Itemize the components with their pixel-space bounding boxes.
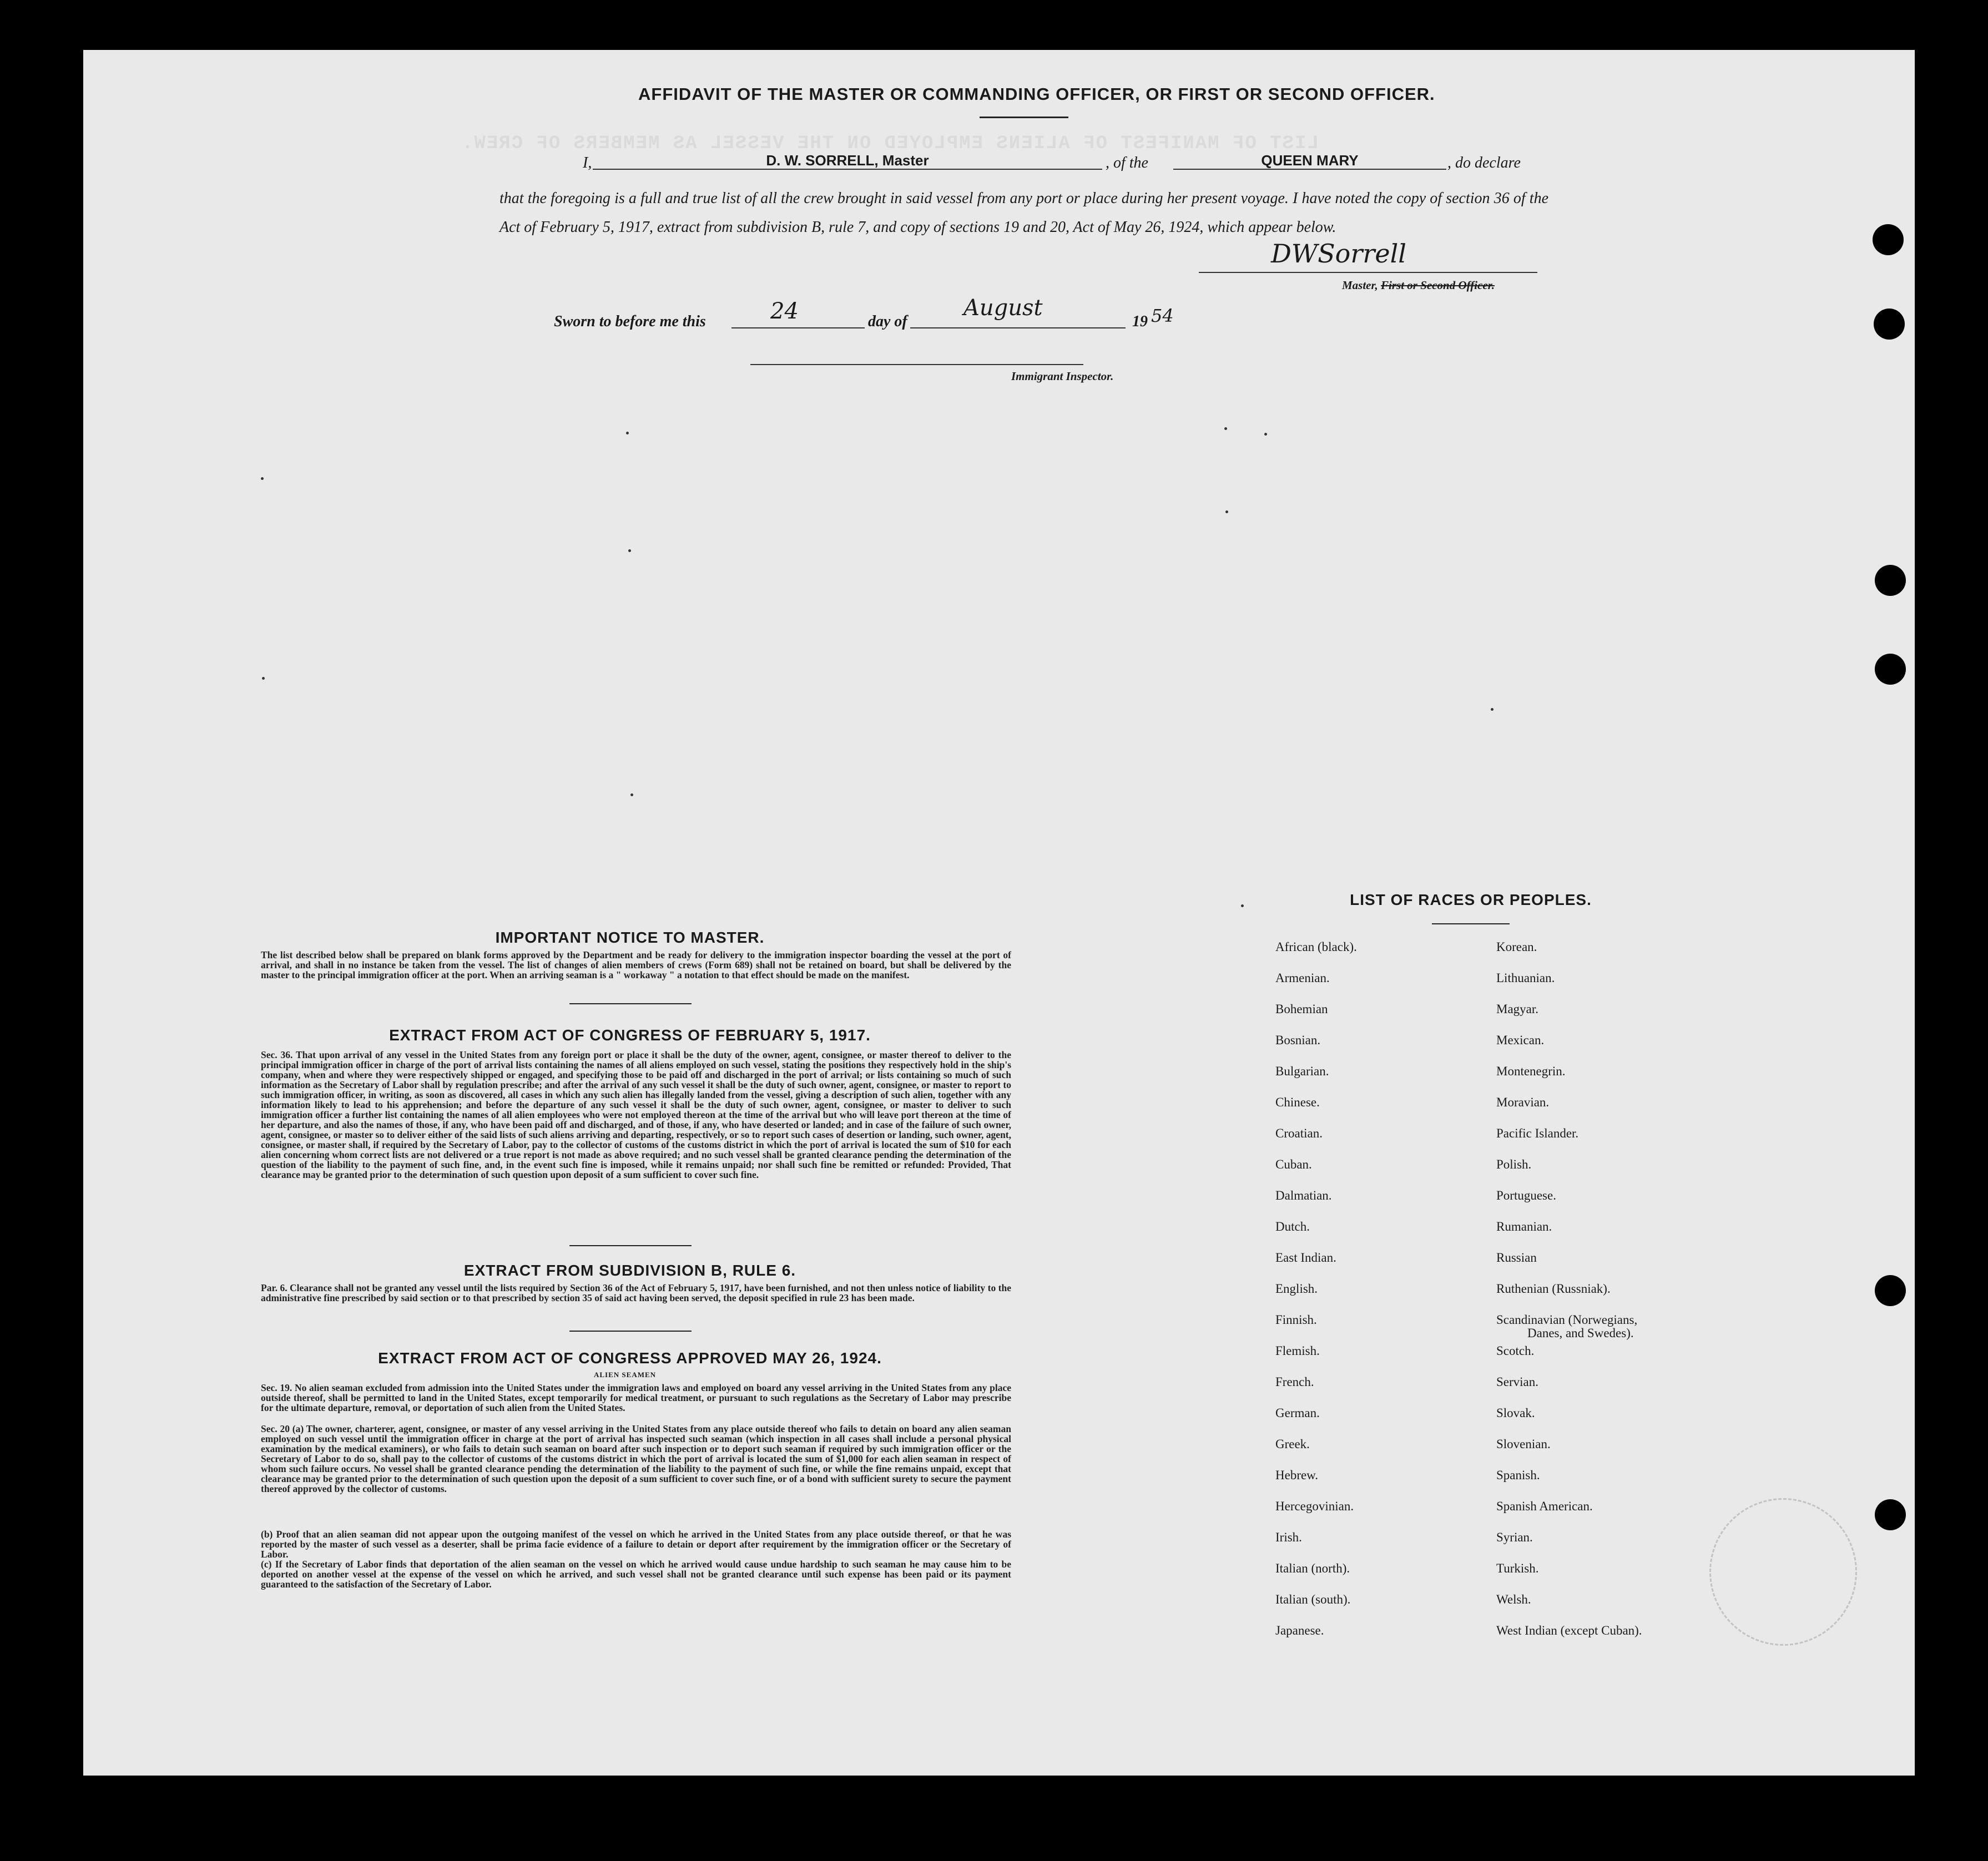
race-item: Cuban. bbox=[1275, 1157, 1312, 1171]
race-item: Russian bbox=[1496, 1251, 1537, 1265]
race-item: Dalmatian. bbox=[1275, 1189, 1332, 1202]
race-item: African (black). bbox=[1275, 940, 1357, 954]
race-item-continued: Danes, and Swedes). bbox=[1527, 1326, 1634, 1340]
sec-19-text: Sec. 19. No alien seaman excluded from admission into the United States under the immigration laws and employed on board any vessel arriving in the United States from any place outside thereof, shall be permitted to land in the United States, except temporarily for medical treatment, or pursuant to such regulations as the Secretary of Labor may prescribe for the ultimate departure, removal, or deportation of such alien from the United States. bbox=[261, 1382, 1011, 1413]
race-item: Chinese. bbox=[1275, 1095, 1320, 1109]
race-item: Polish. bbox=[1496, 1157, 1532, 1171]
speck bbox=[1225, 510, 1228, 513]
race-item: Greek. bbox=[1275, 1437, 1310, 1451]
signer-title-master: Master, bbox=[1342, 279, 1378, 292]
sworn-month: August bbox=[963, 295, 1043, 321]
race-item: Montenegrin. bbox=[1496, 1064, 1566, 1078]
race-item: Croatian. bbox=[1275, 1126, 1323, 1140]
extract-1917-text: Sec. 36. That upon arrival of any vessel in the United States from any foreign port or place it shall be the duty of the owner, agent, consignee, or master thereof to deliver to the principal immigration officer in charge of the port of arrival lists containing the names of all aliens employed on such vessel, stating the positions they respectively hold in the ship's company, when and where they were respectively shipped or engaged, and specifying those to be paid off and discharged in the port of arrival; or lists containing so much of such information as the Secretary of Labor shall by regulation prescribe; and after the arrival of any such vessel it shall be the duty of such owner, agent, consignee, or master to report to such immigration officer, in writing, as soon as discovered, all cases in which any such alien has illegally landed from the vessel, giving a description of such alien, together with any information likely to lead to his apprehension; and before the departure of any such vessel it shall be the duty of such owner, agent, consignee, or master to deliver to such immigration officer a further list containing the names of all alien employees who were not employed thereon at the time of the arrival but who will leave port thereon at the time of her departure, and also the names of those, if any, who have been paid off and discharged, and of those, if any, who have deserted or landed; and in case of the failure of such owner, agent, consignee, or master so to deliver either of the said lists of such aliens arriving and departing, respectively, or so to report such cases of desertion or landing, such owner, agent, consignee, or master shall, if required by the Secretary of Labor, pay to the collector of customs of the customs district in which the port of arrival is located the sum of $10 for each alien concerning whom correct lists are not delivered or a true report is not made as above required; and no such vessel shall be granted clearance pending the determination of the question of the liability to the payment of such fine, and, in the event such fine is imposed, while it remains unpaid; nor shall such fine be remitted or refunded: Provided, That clearance may be granted prior to the determination of such question upon deposit of a sum sufficient to cover such fine. bbox=[261, 1049, 1011, 1180]
race-item: German. bbox=[1275, 1406, 1320, 1420]
divider bbox=[569, 1003, 692, 1004]
speck bbox=[1241, 904, 1244, 907]
race-item: Spanish American. bbox=[1496, 1499, 1593, 1513]
signer-title-struck: First or Second Officer. bbox=[1381, 279, 1495, 292]
race-item: Scotch. bbox=[1496, 1344, 1535, 1358]
race-item: Servian. bbox=[1496, 1375, 1539, 1389]
sec-20c-text: (c) If the Secretary of Labor finds that deportation of the alien seaman on the vessel on which he arrived would cause undue hardship to such seaman he may cause him to be deported on another vessel at the expense of the vessel on which he arrived, and such vessel shall not be granted clearance until such expense has been paid or its payment guaranteed to the satisfaction of the Secretary of Labor. bbox=[261, 1559, 1011, 1590]
race-item: Portuguese. bbox=[1496, 1189, 1556, 1202]
race-item: Irish. bbox=[1275, 1530, 1302, 1544]
race-item: Moravian. bbox=[1496, 1095, 1550, 1109]
race-item: Magyar. bbox=[1496, 1002, 1539, 1016]
signature: DWSorrell bbox=[1271, 239, 1406, 269]
affidavit-title: AFFIDAVIT OF THE MASTER OR COMMANDING OFFICER, OR FIRST OR SECOND OFFICER. bbox=[638, 84, 1435, 104]
of-the-label: , of the bbox=[1106, 154, 1148, 171]
year-suffix: 54 bbox=[1151, 305, 1174, 326]
speck bbox=[261, 477, 264, 480]
extract-1924-title: EXTRACT FROM ACT OF CONGRESS APPROVED MAY 26, 1924. bbox=[378, 1349, 882, 1367]
speck bbox=[630, 793, 633, 796]
race-item: Spanish. bbox=[1496, 1468, 1540, 1482]
sec-20b-text: (b) Proof that an alien seaman did not appear upon the outgoing manifest of the vessel on which he arrived in the United States from any place outside thereof, or that he was reported by the master of such vessel as a deserter, shall be prima facie evidence of a failure to detain or deport after requirement by the immigration officer or the Secretary of Labor. bbox=[261, 1529, 1011, 1560]
race-item: Armenian. bbox=[1275, 971, 1330, 985]
race-item: Slovak. bbox=[1496, 1406, 1535, 1420]
punch-hole bbox=[1875, 1499, 1906, 1530]
race-item: Syrian. bbox=[1496, 1530, 1533, 1544]
punch-hole bbox=[1873, 224, 1904, 255]
race-item: Welsh. bbox=[1496, 1592, 1531, 1606]
speck bbox=[262, 677, 265, 680]
race-item: Bulgarian. bbox=[1275, 1064, 1329, 1078]
race-item: Japanese. bbox=[1275, 1624, 1324, 1637]
race-item: Hercegovinian. bbox=[1275, 1499, 1354, 1513]
race-item: East Indian. bbox=[1275, 1251, 1336, 1265]
notice-title: IMPORTANT NOTICE TO MASTER. bbox=[495, 929, 765, 946]
speck bbox=[626, 432, 629, 434]
inspector-label: Immigrant Inspector. bbox=[1011, 370, 1114, 383]
race-item: Lithuanian. bbox=[1496, 971, 1555, 985]
declare-label: , do declare bbox=[1447, 154, 1521, 171]
sworn-label: Sworn to before me this bbox=[554, 313, 706, 330]
speck bbox=[1264, 433, 1267, 436]
divider bbox=[569, 1331, 692, 1332]
year-prefix: 19 bbox=[1132, 313, 1148, 330]
notice-text: The list described below shall be prepared on blank forms approved by the Department and be ready for delivery to the immigration inspector boarding the vessel at the port of arrival, and shall in no instance be taken from the vessel. The list of changes of alien members of crews (Form 689) shall not be retained on board, but shall be delivered by the master to the principal immigration officer at the port. When an arriving seaman is a " workaway " a notation to that effect should be made on the manifest. bbox=[261, 949, 1011, 980]
race-item: Scandinavian (Norwegians, bbox=[1496, 1313, 1638, 1327]
master-name: D. W. SORRELL, Master bbox=[766, 152, 929, 169]
extract-1917-title: EXTRACT FROM ACT OF CONGRESS OF FEBRUARY 5, 1917. bbox=[389, 1026, 871, 1044]
race-item: Rumanian. bbox=[1496, 1220, 1552, 1233]
race-item: West Indian (except Cuban). bbox=[1496, 1624, 1642, 1637]
inspector-line bbox=[750, 355, 1083, 365]
speck bbox=[628, 549, 631, 552]
race-item: French. bbox=[1275, 1375, 1314, 1389]
affidavit-text: that the foregoing is a full and true list of all the crew brought in said vessel from any port or place during her present voyage. I have noted the copy of section 36 of the Act of February 5, 1917, extract from subdivision B, rule 7, and copy of sections 19 and 20, Act of May 26, 1924, which appear below. bbox=[499, 190, 1548, 236]
race-item: Dutch. bbox=[1275, 1220, 1310, 1233]
race-item: Hebrew. bbox=[1275, 1468, 1319, 1482]
faded-stamp bbox=[1709, 1498, 1857, 1646]
race-item: Finnish. bbox=[1275, 1313, 1317, 1327]
extract-1924-subtitle: ALIEN SEAMEN bbox=[594, 1371, 657, 1379]
race-item: Italian (north). bbox=[1275, 1561, 1350, 1575]
race-item: Bohemian bbox=[1275, 1002, 1328, 1016]
race-item: Pacific Islander. bbox=[1496, 1126, 1579, 1140]
race-item: Slovenian. bbox=[1496, 1437, 1551, 1451]
punch-hole bbox=[1875, 565, 1906, 596]
race-item: Italian (south). bbox=[1275, 1592, 1351, 1606]
races-title: LIST OF RACES OR PEOPLES. bbox=[1350, 891, 1592, 908]
title-underline bbox=[980, 117, 1068, 118]
race-item: Ruthenian (Russniak). bbox=[1496, 1282, 1611, 1296]
speck bbox=[1491, 708, 1493, 711]
race-item: Bosnian. bbox=[1275, 1033, 1321, 1047]
punch-hole bbox=[1875, 654, 1906, 685]
punch-hole bbox=[1874, 309, 1905, 340]
i-label: I, bbox=[583, 154, 592, 171]
sec-20a-text: Sec. 20 (a) The owner, charterer, agent, consignee, or master of any vessel arriving in the United States from any place outside thereof who fails to detain on board any alien seaman employed on such vessel until the immigration officer in charge at the port of arrival has inspected such seaman (which inspection in all cases shall include a personal physical examination by the medical examiners), or who fails to detain such seaman on board after such inspection or to deport such seaman if required by such immigration officer or the Secretary of Labor to do so, shall pay to the collector of customs of the customs district in which the port of arrival is located the sum of $1,000 for each alien seaman in respect of whom such failure occurs. No vessel shall be granted clearance pending the determination of the liability to the payment of such fine, or while the fine remains unpaid, except that clearance may be granted prior to the determination of such question upon the deposit of a sum sufficient to cover such fine, or of a bond with sufficient surety to secure the payment thereof approved by the collector of customs. bbox=[261, 1423, 1011, 1494]
subdivision-title: EXTRACT FROM SUBDIVISION B, RULE 6. bbox=[463, 1262, 796, 1279]
subdivision-text: Par. 6. Clearance shall not be granted any vessel until the lists required by Section 36 of the Act of February 5, 1917, have been furnished, and not then unless notice of liability to the administrative fine prescribed by said section or to that prescribed by section 35 of said act having been served, the deposit specified in rule 23 has been made. bbox=[261, 1282, 1011, 1303]
race-item: Mexican. bbox=[1496, 1033, 1545, 1047]
race-item: Turkish. bbox=[1496, 1561, 1539, 1575]
race-item: English. bbox=[1275, 1282, 1318, 1296]
sworn-day: 24 bbox=[770, 299, 799, 324]
punch-hole bbox=[1875, 1275, 1906, 1306]
race-item: Korean. bbox=[1496, 940, 1537, 954]
ghost-title: LIST OF MANIFEST OF ALIENS EMPLOYED ON THE VESSEL AS MEMBERS OF CREW. bbox=[461, 133, 1319, 154]
divider bbox=[569, 1245, 692, 1246]
speck bbox=[1224, 427, 1227, 430]
race-item: Flemish. bbox=[1275, 1344, 1320, 1358]
races-underline bbox=[1432, 923, 1510, 924]
vessel-name: QUEEN MARY bbox=[1261, 152, 1359, 169]
day-of-label: day of bbox=[868, 313, 907, 330]
signature-line bbox=[1199, 242, 1537, 273]
signer-title bbox=[1342, 279, 1495, 292]
